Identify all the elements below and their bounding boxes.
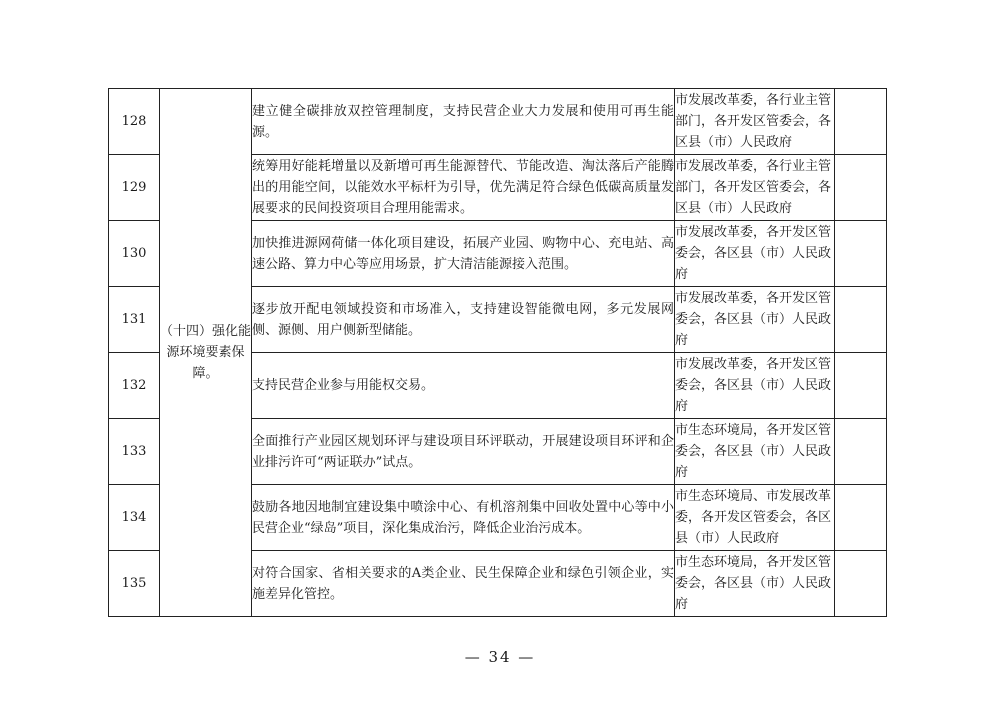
responsible-dept: 市发展改革委，各开发区管委会，各区县（市）人民政府 — [675, 221, 835, 287]
item-number: 129 — [109, 155, 160, 221]
note-cell — [835, 155, 887, 221]
note-cell — [835, 551, 887, 617]
responsible-dept: 市生态环境局，各开发区管委会，各区县（市）人民政府 — [675, 551, 835, 617]
responsible-dept: 市发展改革委，各开发区管委会，各区县（市）人民政府 — [675, 287, 835, 353]
responsible-dept: 市发展改革委，各行业主管部门，各开发区管委会，各区县（市）人民政府 — [675, 89, 835, 155]
category-cell: （十四）强化能源环境要素保障。 — [160, 89, 252, 617]
table-row — [109, 89, 887, 155]
item-number: 134 — [109, 485, 160, 551]
note-cell — [835, 89, 887, 155]
task-text: 加快推进源网荷储一体化项目建设，拓展产业园、购物中心、充电站、高速公路、算力中心等应用场景，扩大清洁能源接入范围。 — [252, 221, 675, 287]
task-text: 对符合国家、省相关要求的A类企业、民生保障企业和绿色引领企业，实施差异化管控。 — [252, 551, 675, 617]
task-text: 逐步放开配电领域投资和市场准入，支持建设智能微电网，多元发展网侧、源侧、用户侧新型储能。 — [252, 287, 675, 353]
responsible-dept: 市生态环境局，各开发区管委会，各区县（市）人民政府 — [675, 419, 835, 485]
item-number: 131 — [109, 287, 160, 353]
task-text: 建立健全碳排放双控管理制度，支持民营企业大力发展和使用可再生能源。 — [252, 89, 675, 155]
item-number: 130 — [109, 221, 160, 287]
item-number: 135 — [109, 551, 160, 617]
item-number: 128 — [109, 89, 160, 155]
note-cell — [835, 419, 887, 485]
note-cell — [835, 287, 887, 353]
item-number: 132 — [109, 353, 160, 419]
note-cell — [835, 353, 887, 419]
responsible-dept: 市生态环境局、市发展改革委，各开发区管委会，各区县（市）人民政府 — [675, 485, 835, 551]
note-cell — [835, 485, 887, 551]
task-text: 全面推行产业园区规划环评与建设项目环评联动，开展建设项目环评和企业排污许可“两证联办”试点。 — [252, 419, 675, 485]
task-text: 统筹用好能耗增量以及新增可再生能源替代、节能改造、淘汰落后产能腾出的用能空间，以能效水平标杆为引导，优先满足符合绿色低碳高质量发展要求的民间投资项目合理用能需求。 — [252, 155, 675, 221]
item-number: 133 — [109, 419, 160, 485]
page-number: — 34 — — [464, 648, 536, 666]
task-text: 支持民营企业参与用能权交易。 — [252, 353, 675, 419]
responsible-dept: 市发展改革委，各行业主管部门，各开发区管委会，各区县（市）人民政府 — [675, 155, 835, 221]
task-text: 鼓励各地因地制宜建设集中喷涂中心、有机溶剂集中回收处置中心等中小民营企业“绿岛”项目，深化集成治污，降低企业治污成本。 — [252, 485, 675, 551]
note-cell — [835, 221, 887, 287]
responsible-dept: 市发展改革委，各开发区管委会，各区县（市）人民政府 — [675, 353, 835, 419]
policy-table — [108, 88, 887, 617]
